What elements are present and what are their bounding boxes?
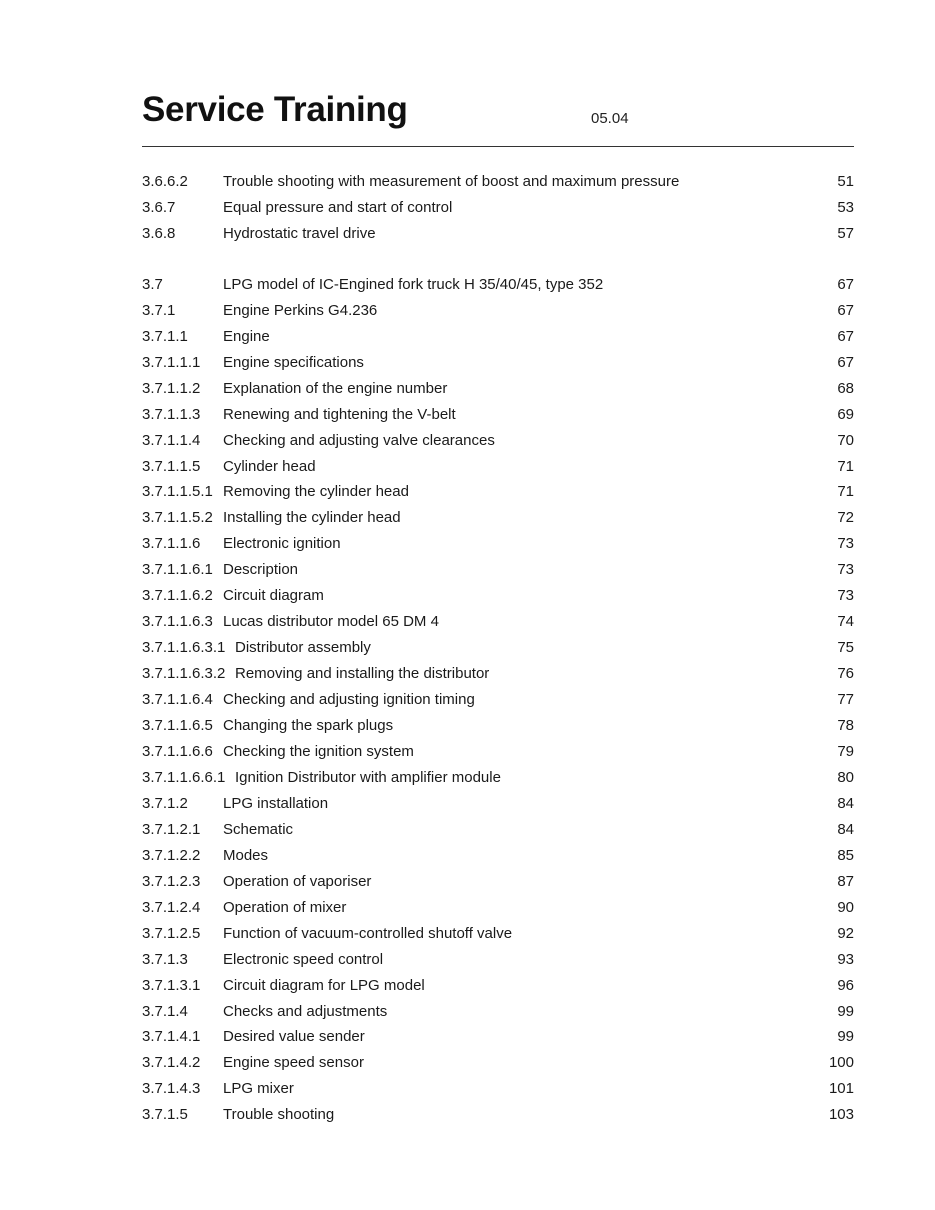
toc-entry[interactable]: [142, 1051, 854, 1075]
toc-entry-page: 67: [837, 327, 854, 345]
toc-entry-number: 3.7.1.1.6.4: [142, 691, 213, 708]
toc-entry[interactable]: [142, 974, 854, 998]
toc-entry-page: 80: [837, 768, 854, 786]
toc-entry[interactable]: [142, 948, 854, 972]
toc-entry-page: 77: [837, 691, 854, 708]
toc-entry-page: 67: [837, 275, 854, 293]
toc-entry-title: Schematic: [223, 820, 294, 838]
toc-entry[interactable]: [142, 558, 854, 582]
toc-entry-page: 51: [837, 173, 854, 190]
toc-entry-title: Renewing and tightening the V-belt: [223, 405, 456, 423]
toc-entry-title: Desired value sender: [223, 1028, 365, 1046]
toc-entry[interactable]: [142, 506, 854, 530]
toc-entry[interactable]: [142, 844, 854, 868]
toc-entry[interactable]: [142, 1077, 854, 1101]
toc-entry-page: 101: [828, 1080, 854, 1098]
toc-entry-title: Circuit diagram: [223, 587, 324, 605]
toc-entry-title: Checking and adjusting ignition timing: [223, 691, 475, 708]
toc-entry-page: 73: [837, 535, 854, 553]
toc-entry-page: 79: [837, 742, 854, 760]
toc-entry[interactable]: [142, 818, 854, 842]
toc-entry-number: 3.7.1.1.6.3: [142, 613, 213, 631]
toc-entry[interactable]: [142, 273, 854, 297]
toc-entry-title: Removing the cylinder head: [223, 483, 409, 501]
toc-entry-page: 96: [837, 976, 854, 994]
toc-entry-page: 72: [837, 509, 854, 527]
toc-entry-number: 3.6.8: [142, 224, 176, 242]
toc-entry-number: 3.7.1.1.6.2: [142, 587, 213, 605]
toc-entry[interactable]: [142, 429, 854, 453]
toc-entry-page: 84: [837, 820, 854, 838]
toc-entry[interactable]: [142, 325, 854, 349]
document-title: Service Training: [142, 90, 408, 129]
toc-entry-page: 68: [837, 379, 854, 397]
toc-entry-number: 3.7.1.1.4: [142, 431, 201, 449]
toc-entry-page: 74: [837, 613, 854, 631]
toc-entry-title: Operation of vaporiser: [223, 872, 372, 890]
toc-entry-title: Trouble shooting: [223, 1106, 335, 1124]
toc-entry-number: 3.7.1.1.6: [142, 535, 201, 553]
toc-entry-number: 3.6.7: [142, 198, 176, 216]
toc-entry-page: 73: [837, 561, 854, 579]
toc-entry-title: Trouble shooting with measurement of boost and maximum pressure: [223, 173, 680, 190]
toc-entry-page: 53: [837, 198, 854, 216]
toc-entry-number: 3.7.1.1.6.3.2: [142, 665, 226, 683]
toc-entry[interactable]: [142, 688, 854, 712]
document-date: 05.04: [591, 110, 629, 127]
toc-entry-title: Operation of mixer: [223, 898, 347, 916]
header-divider: [142, 146, 854, 147]
toc-entry-page: 57: [837, 224, 854, 242]
toc-entry-title: Distributor assembly: [235, 639, 371, 657]
toc-entry-title: Engine: [223, 327, 270, 345]
toc-entry[interactable]: [142, 1103, 854, 1127]
toc-entry-title: Description: [223, 561, 299, 579]
toc-entry-title: Engine Perkins G4.236: [223, 301, 378, 319]
toc-entry-title: Engine speed sensor: [223, 1054, 364, 1072]
toc-entry-page: 90: [837, 898, 854, 916]
toc-entry[interactable]: [142, 662, 854, 686]
toc-entry-page: 85: [837, 846, 854, 864]
toc-entry-page: 84: [837, 794, 854, 812]
toc-entry-number: 3.7.1.1.5: [142, 457, 201, 475]
toc-entry[interactable]: [142, 792, 854, 816]
toc-entry-number: 3.7.1.4.2: [142, 1054, 201, 1072]
toc-entry-number: 3.7.1.1.6.6: [142, 742, 213, 760]
toc-entry-title: LPG mixer: [223, 1080, 294, 1098]
toc-entry-number: 3.7.1.2: [142, 794, 188, 812]
toc-entry-title: Explanation of the engine number: [223, 379, 448, 397]
toc-entry-number: 3.7.1.1.6.3.1: [142, 639, 226, 657]
toc-entry[interactable]: [142, 714, 854, 738]
toc-entry-number: 3.7.1.3: [142, 950, 188, 968]
toc-entry-number: 3.7.1.2.4: [142, 898, 201, 916]
toc-entry-title: Changing the spark plugs: [223, 717, 394, 734]
toc-entry-number: 3.7.1.1.1: [142, 353, 201, 371]
toc-entry-page: 75: [837, 639, 854, 657]
toc-entry[interactable]: [142, 766, 854, 790]
toc-entry-title: Electronic speed control: [223, 950, 384, 968]
toc-entry-title: Equal pressure and start of control: [223, 198, 453, 216]
toc-entry[interactable]: [142, 1025, 854, 1049]
toc-entry-number: 3.7.1.4.1: [142, 1028, 201, 1046]
toc-entry-title: Electronic ignition: [223, 535, 341, 553]
toc-entry[interactable]: [142, 455, 854, 479]
toc-entry-number: 3.7.1.2.1: [142, 820, 201, 838]
toc-entry-title: LPG installation: [223, 794, 329, 812]
toc-entry-page: 70: [837, 431, 854, 449]
toc-entry[interactable]: [142, 870, 854, 894]
toc-entry-title: Function of vacuum-controlled shutoff valve: [223, 924, 513, 942]
toc-entry[interactable]: [142, 351, 854, 375]
toc-entry-number: 3.7.1.1.6.1: [142, 561, 213, 579]
toc-entry-page: 69: [837, 405, 854, 423]
toc-entry-number: 3.7.1.5: [142, 1106, 188, 1124]
toc-entry-number: 3.7: [142, 275, 163, 293]
toc-entry[interactable]: [142, 584, 854, 608]
toc-entry-number: 3.6.6.2: [142, 173, 188, 190]
toc-entry-number: 3.7.1.1: [142, 327, 188, 345]
toc-entry-title: Modes: [223, 846, 269, 864]
toc-entry[interactable]: [142, 636, 854, 660]
toc-entry-page: 103: [828, 1106, 854, 1124]
toc-entry-title: Removing and installing the distributor: [235, 665, 490, 683]
toc-entry-number: 3.7.1: [142, 301, 176, 319]
toc-entry-number: 3.7.1.3.1: [142, 976, 201, 994]
toc-entry-page: 67: [837, 353, 854, 371]
toc-entry-number: 3.7.1.1.6.5: [142, 717, 213, 734]
toc-entry-number: 3.7.1.1.2: [142, 379, 201, 397]
toc-entry-number: 3.7.1.1.5.1: [142, 483, 213, 501]
toc-entry-number: 3.7.1.4.3: [142, 1080, 201, 1098]
toc-entry-page: 76: [837, 665, 854, 683]
toc-entry-title: Circuit diagram for LPG model: [223, 976, 425, 994]
page-header: [142, 90, 854, 142]
toc-entry[interactable]: [142, 377, 854, 401]
toc-entry-number: 3.7.1.1.3: [142, 405, 201, 423]
toc-entry[interactable]: [142, 480, 854, 504]
toc-entry[interactable]: [142, 610, 854, 634]
toc-entry-page: 87: [837, 872, 854, 890]
toc-entry-title: Checking the ignition system: [223, 742, 414, 760]
toc-entry[interactable]: [142, 1000, 854, 1024]
toc-entry-page: 71: [837, 483, 854, 501]
toc-entry-number: 3.7.1.2.5: [142, 924, 201, 942]
toc-entry-title: Checking and adjusting valve clearances: [223, 431, 495, 449]
toc-entry[interactable]: [142, 896, 854, 920]
toc-entry-number: 3.7.1.4: [142, 1002, 188, 1020]
toc-entry[interactable]: [142, 922, 854, 946]
toc-entry-title: Checks and adjustments: [223, 1002, 388, 1020]
toc-entry[interactable]: [142, 740, 854, 764]
toc-entry[interactable]: [142, 196, 854, 220]
toc-entry[interactable]: [142, 403, 854, 427]
toc-entry-title: LPG model of IC-Engined fork truck H 35/40/45, type 352: [223, 275, 604, 293]
toc-entry-title: Lucas distributor model 65 DM 4: [223, 613, 439, 631]
toc-entry[interactable]: [142, 532, 854, 556]
toc-entry-page: 93: [837, 950, 854, 968]
toc-entry-number: 3.7.1.1.6.6.1: [142, 768, 226, 786]
toc-entry-page: 67: [837, 301, 854, 319]
toc-entry-number: 3.7.1.1.5.2: [142, 509, 213, 527]
toc-entry-page: 71: [837, 457, 854, 475]
toc-entry-page: 99: [837, 1028, 854, 1046]
toc-entry[interactable]: [142, 170, 854, 194]
toc-entry-title: Installing the cylinder head: [223, 509, 401, 527]
toc-entry-page: 99: [837, 1002, 854, 1020]
toc-entry-title: Hydrostatic travel drive: [223, 224, 376, 242]
toc-entry-number: 3.7.1.2.3: [142, 872, 201, 890]
toc-entry-title: Engine specifications: [223, 353, 364, 371]
toc-entry[interactable]: [142, 299, 854, 323]
toc-entry-page: 73: [837, 587, 854, 605]
toc-entry-page: 78: [837, 717, 854, 734]
toc-entry-number: 3.7.1.2.2: [142, 846, 201, 864]
toc-entry-page: 100: [828, 1054, 854, 1072]
toc-entry-page: 92: [837, 924, 854, 942]
toc-entry-title: Ignition Distributor with amplifier module: [235, 768, 501, 786]
toc-entry[interactable]: [142, 222, 854, 246]
toc-entry-title: Cylinder head: [223, 457, 316, 475]
